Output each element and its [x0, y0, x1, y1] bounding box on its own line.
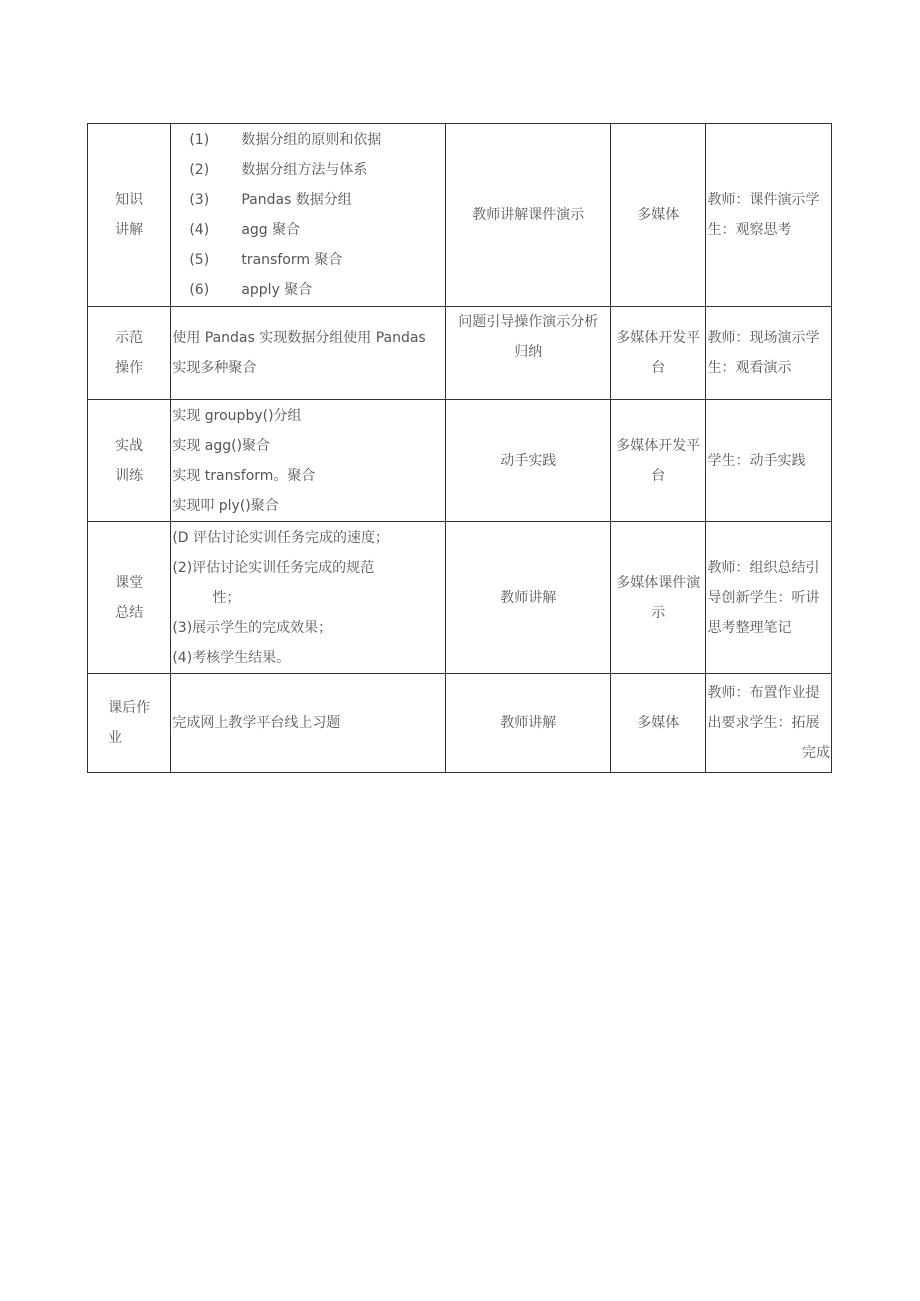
- row-label-cell: [88, 522, 171, 674]
- content-line: 实现多种聚合: [172, 360, 257, 376]
- row-label-cell: [88, 400, 171, 522]
- media-line: 多媒体: [637, 715, 680, 731]
- media-cell: [611, 124, 706, 307]
- content-line: (3)展示学生的完成效果；: [172, 619, 333, 636]
- activity-line: 出要求学生：拓展: [707, 715, 820, 731]
- item-number: (6): [189, 282, 210, 298]
- content-cell: [171, 124, 446, 307]
- method-cell: [446, 307, 611, 400]
- media-cell: [611, 400, 706, 522]
- row-label: 业: [108, 730, 123, 746]
- method-line: 归纳: [514, 344, 543, 360]
- item-text: transform 聚合: [241, 252, 343, 268]
- content-cell: [171, 400, 446, 522]
- table-row: [88, 307, 832, 400]
- activity-cell: [706, 674, 832, 773]
- method-cell: [446, 522, 611, 674]
- activity-cell: [706, 400, 832, 522]
- content-line: (2)评估讨论实训任务完成的规范: [172, 559, 375, 576]
- content-line: 实现 groupby()分组: [172, 407, 302, 424]
- activity-line: 生：观看演示: [707, 360, 792, 376]
- item-number: (2): [189, 162, 210, 178]
- item-text: apply 聚合: [241, 282, 313, 298]
- item-text: agg 聚合: [241, 222, 301, 238]
- media-cell: [611, 307, 706, 400]
- media-line: 台: [651, 360, 666, 376]
- activity-line: 教师：布置作业提: [707, 685, 820, 701]
- activity-line: 思考整理笔记: [707, 619, 792, 636]
- content-line: 性；: [212, 589, 241, 606]
- item-text: 数据分组的原则和依据: [241, 132, 382, 148]
- row-label: 知识: [115, 192, 144, 208]
- method-text: 教师讲解: [500, 715, 557, 731]
- row-label: 课后作: [108, 700, 151, 716]
- row-label: 操作: [115, 360, 144, 376]
- row-label: 课堂: [115, 574, 144, 591]
- content-line: 实现叩 ply()聚合: [172, 497, 279, 514]
- activity-line: 教师：现场演示学: [707, 330, 820, 346]
- media-cell: [611, 674, 706, 773]
- method-text: 教师讲解课件演示: [472, 207, 585, 223]
- content-line: (D 评估讨论实训任务完成的速度；: [172, 529, 390, 546]
- row-label: 实战: [115, 437, 144, 454]
- content-cell: [171, 674, 446, 773]
- item-number: (5): [189, 252, 210, 268]
- item-number: (4): [189, 222, 210, 238]
- media-line: 多媒体课件演: [616, 574, 701, 591]
- table-row: [88, 522, 832, 674]
- item-number: (3): [189, 192, 210, 208]
- method-cell: [446, 400, 611, 522]
- activity-line: 生：观察思考: [707, 222, 792, 238]
- method-text: 动手实践: [500, 452, 557, 469]
- activity-cell: [706, 307, 832, 400]
- content-line: 实现 agg()聚合: [172, 437, 271, 454]
- media-line: 多媒体开发平: [616, 437, 701, 454]
- table-row: [88, 400, 832, 522]
- activity-cell: [706, 522, 832, 674]
- lesson-plan-table: [87, 123, 832, 773]
- method-text: 教师讲解: [500, 589, 557, 606]
- row-label-cell: [88, 124, 171, 307]
- media-line: 多媒体开发平: [616, 330, 701, 346]
- row-label: 总结: [115, 604, 144, 621]
- item-number: (1): [189, 132, 210, 148]
- media-line: 台: [651, 467, 666, 484]
- content-cell: [171, 522, 446, 674]
- row-label: 训练: [115, 467, 144, 484]
- method-cell: [446, 124, 611, 307]
- content-cell: [171, 307, 446, 400]
- row-label-cell: [88, 307, 171, 400]
- method-line: 问题引导操作演示分析: [458, 314, 599, 330]
- table-row: [88, 124, 832, 307]
- item-text: 数据分组方法与体系: [241, 162, 368, 178]
- activity-line: 教师：组织总结引: [707, 559, 820, 576]
- activity-line: 教师：课件演示学: [707, 192, 820, 208]
- content-line: (4)考核学生结果。: [172, 649, 291, 666]
- activity-line: 导创新学生：听讲: [707, 589, 820, 606]
- item-text: Pandas 数据分组: [241, 192, 352, 208]
- media-text: 多媒体: [637, 207, 680, 223]
- row-label-cell: [88, 674, 171, 773]
- table-row: [88, 674, 832, 773]
- content-line: 实现 transform。聚合: [172, 467, 316, 484]
- media-line: 示: [651, 604, 666, 621]
- activity-line: 完成: [802, 745, 830, 761]
- content-line: 完成网上教学平台线上习题: [172, 715, 341, 731]
- method-cell: [446, 674, 611, 773]
- row-label: 讲解: [115, 222, 144, 238]
- row-label: 示范: [115, 330, 144, 346]
- activity-line: 学生：动手实践: [707, 452, 806, 469]
- content-line: 使用 Pandas 实现数据分组使用 Pandas: [172, 330, 426, 346]
- activity-cell: [706, 124, 832, 307]
- media-cell: [611, 522, 706, 674]
